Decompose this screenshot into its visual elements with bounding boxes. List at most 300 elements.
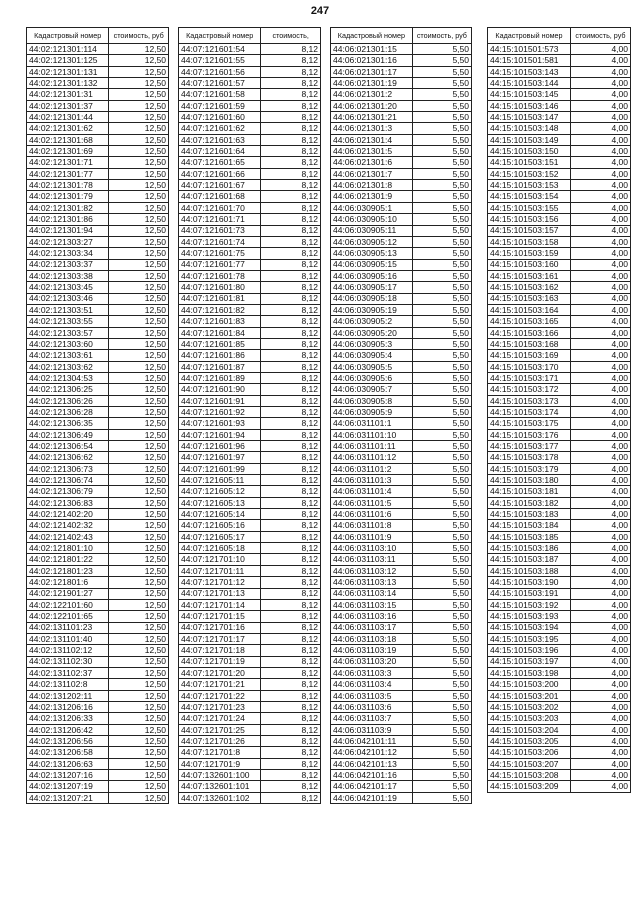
cadastral-number-cell: 44:07:121601:57	[179, 78, 261, 89]
cost-cell: 12,50	[109, 418, 169, 429]
cost-cell: 4,00	[570, 316, 630, 327]
cost-cell: 12,50	[109, 316, 169, 327]
cadastral-number-cell: 44:15:101503:157	[488, 225, 571, 236]
cost-cell: 4,00	[570, 361, 630, 372]
cost-cell: 5,50	[412, 633, 471, 644]
table-row	[179, 633, 321, 644]
cadastral-number-cell: 44:15:101503:172	[488, 384, 571, 395]
cost-cell: 5,50	[412, 463, 471, 474]
cost-cell: 12,50	[109, 622, 169, 633]
cadastral-number-cell: 44:06:042101:12	[331, 747, 413, 758]
cadastral-number-cell: 44:02:121306:49	[27, 429, 109, 440]
cost-cell: 12,50	[109, 89, 169, 100]
table-row	[179, 520, 321, 531]
table-row	[488, 191, 631, 202]
table-row	[488, 599, 631, 610]
cadastral-number-cell: 44:07:121701:11	[179, 565, 261, 576]
cost-cell: 5,50	[412, 202, 471, 213]
cadastral-number-cell: 44:02:121301:31	[27, 89, 109, 100]
cadastral-number-cell: 44:15:101503:164	[488, 304, 571, 315]
cost-cell: 12,50	[109, 792, 169, 803]
cost-cell: 8,12	[261, 338, 321, 349]
cadastral-number-cell: 44:06:031103:14	[331, 588, 413, 599]
cadastral-number-cell: 44:06:030905:4	[331, 350, 413, 361]
table-row	[488, 531, 631, 542]
table-row	[331, 588, 472, 599]
table-row	[331, 667, 472, 678]
cost-cell: 8,12	[261, 735, 321, 746]
cadastral-number-cell: 44:02:121301:77	[27, 168, 109, 179]
cadastral-number-cell: 44:02:121306:62	[27, 452, 109, 463]
cadastral-number-cell: 44:06:031101:2	[331, 463, 413, 474]
cadastral-number-cell: 44:06:031103:20	[331, 656, 413, 667]
cost-cell: 4,00	[570, 293, 630, 304]
cost-cell: 8,12	[261, 44, 321, 55]
table-row	[179, 747, 321, 758]
table-row	[179, 55, 321, 66]
cadastral-number-cell: 44:06:030905:15	[331, 259, 413, 270]
cost-cell: 5,50	[412, 599, 471, 610]
cost-cell: 5,50	[412, 361, 471, 372]
table-row	[488, 44, 631, 55]
cadastral-number-cell: 44:07:121601:99	[179, 463, 261, 474]
cadastral-number-cell: 44:02:121301:132	[27, 78, 109, 89]
table-row	[488, 713, 631, 724]
cost-cell: 4,00	[570, 713, 630, 724]
cadastral-number-cell: 44:02:131102:12	[27, 645, 109, 656]
cost-cell: 8,12	[261, 622, 321, 633]
table-row	[27, 44, 169, 55]
table-row	[488, 735, 631, 746]
table-row	[488, 327, 631, 338]
cost-cell: 12,50	[109, 770, 169, 781]
cost-cell: 5,50	[412, 588, 471, 599]
cost-cell: 4,00	[570, 577, 630, 588]
table-row	[331, 202, 472, 213]
cost-cell: 12,50	[109, 180, 169, 191]
column-header-cadastral: Кадастровый номер	[331, 28, 413, 44]
table-row	[27, 781, 169, 792]
cost-cell: 8,12	[261, 758, 321, 769]
cost-cell: 8,12	[261, 282, 321, 293]
cost-cell: 4,00	[570, 350, 630, 361]
cadastral-number-cell: 44:07:121601:73	[179, 225, 261, 236]
table-row	[488, 112, 631, 123]
cadastral-number-cell: 44:07:121701:10	[179, 554, 261, 565]
table-row	[27, 134, 169, 145]
table-row	[331, 191, 472, 202]
cost-cell: 4,00	[570, 531, 630, 542]
table-row	[179, 248, 321, 259]
cost-cell: 4,00	[570, 656, 630, 667]
cost-cell: 5,50	[412, 735, 471, 746]
table-row	[27, 361, 169, 372]
table-row	[27, 645, 169, 656]
cost-cell: 4,00	[570, 259, 630, 270]
table-row	[179, 758, 321, 769]
table-row	[179, 89, 321, 100]
cadastral-number-cell: 44:07:121701:18	[179, 645, 261, 656]
cadastral-number-cell: 44:06:021301:5	[331, 146, 413, 157]
table-row	[179, 679, 321, 690]
cost-cell: 12,50	[109, 407, 169, 418]
cost-cell: 8,12	[261, 645, 321, 656]
cadastral-number-cell: 44:07:121701:13	[179, 588, 261, 599]
table-row	[331, 316, 472, 327]
table-row	[488, 486, 631, 497]
cost-cell: 4,00	[570, 407, 630, 418]
table-row	[27, 611, 169, 622]
cadastral-number-cell: 44:02:121303:57	[27, 327, 109, 338]
cost-cell: 5,50	[412, 497, 471, 508]
cost-cell: 4,00	[570, 588, 630, 599]
column-header-cadastral: Кадастровый номер	[179, 28, 261, 44]
table-row	[179, 44, 321, 55]
cadastral-number-cell: 44:06:021301:8	[331, 180, 413, 191]
cost-cell: 8,12	[261, 123, 321, 134]
cadastral-number-cell: 44:06:021301:16	[331, 55, 413, 66]
cost-cell: 5,50	[412, 395, 471, 406]
cadastral-number-cell: 44:07:121601:70	[179, 202, 261, 213]
cadastral-number-cell: 44:07:132601:102	[179, 792, 261, 803]
cadastral-number-cell: 44:07:121701:17	[179, 633, 261, 644]
table-header-row	[179, 28, 321, 44]
table-row	[331, 792, 472, 803]
table-row	[179, 667, 321, 678]
cost-cell: 8,12	[261, 679, 321, 690]
table-row	[488, 123, 631, 134]
table-row	[488, 259, 631, 270]
table-row	[488, 372, 631, 383]
table-row	[331, 452, 472, 463]
cost-cell: 12,50	[109, 361, 169, 372]
cadastral-number-cell: 44:02:121303:34	[27, 248, 109, 259]
cost-cell: 12,50	[109, 701, 169, 712]
cost-cell: 4,00	[570, 452, 630, 463]
cost-cell: 8,12	[261, 429, 321, 440]
table-row	[179, 134, 321, 145]
cost-cell: 4,00	[570, 168, 630, 179]
table-row	[488, 781, 631, 792]
cost-cell: 8,12	[261, 327, 321, 338]
cadastral-number-cell: 44:15:101503:154	[488, 191, 571, 202]
cost-cell: 4,00	[570, 735, 630, 746]
table-row	[331, 304, 472, 315]
cost-cell: 8,12	[261, 633, 321, 644]
cadastral-number-cell: 44:15:101503:169	[488, 350, 571, 361]
table-row	[27, 225, 169, 236]
cadastral-number-cell: 44:15:101503:173	[488, 395, 571, 406]
table-row	[331, 497, 472, 508]
cadastral-number-cell: 44:02:122101:60	[27, 599, 109, 610]
cadastral-number-cell: 44:02:121303:55	[27, 316, 109, 327]
cadastral-number-cell: 44:02:121301:71	[27, 157, 109, 168]
cadastral-number-cell: 44:06:030905:8	[331, 395, 413, 406]
cadastral-number-cell: 44:06:031103:10	[331, 543, 413, 554]
table-row	[488, 350, 631, 361]
cost-cell: 5,50	[412, 180, 471, 191]
cost-cell: 4,00	[570, 645, 630, 656]
cadastral-number-cell: 44:15:101503:168	[488, 338, 571, 349]
table-row	[27, 452, 169, 463]
cost-cell: 12,50	[109, 656, 169, 667]
cost-cell: 8,12	[261, 236, 321, 247]
table-row	[179, 293, 321, 304]
cadastral-number-cell: 44:06:031101:11	[331, 441, 413, 452]
cadastral-number-cell: 44:07:121701:22	[179, 690, 261, 701]
cost-cell: 4,00	[570, 690, 630, 701]
cost-cell: 8,12	[261, 202, 321, 213]
cost-cell: 4,00	[570, 770, 630, 781]
table-row	[27, 304, 169, 315]
cadastral-number-cell: 44:06:031101:10	[331, 429, 413, 440]
cadastral-number-cell: 44:15:101503:144	[488, 78, 571, 89]
table-row	[488, 441, 631, 452]
cost-cell: 4,00	[570, 463, 630, 474]
cost-cell: 4,00	[570, 157, 630, 168]
table-row	[27, 66, 169, 77]
table-row	[27, 747, 169, 758]
table-row	[488, 565, 631, 576]
cadastral-number-cell: 44:06:030905:6	[331, 372, 413, 383]
table-row	[331, 180, 472, 191]
cost-cell: 5,50	[412, 713, 471, 724]
cadastral-number-cell: 44:06:021301:21	[331, 112, 413, 123]
cost-cell: 4,00	[570, 55, 630, 66]
cadastral-number-cell: 44:06:031103:15	[331, 599, 413, 610]
cadastral-number-cell: 44:07:121701:12	[179, 577, 261, 588]
table-row	[488, 55, 631, 66]
table-row	[331, 134, 472, 145]
cadastral-number-cell: 44:07:121701:15	[179, 611, 261, 622]
cost-cell: 12,50	[109, 735, 169, 746]
table-row	[179, 724, 321, 735]
cost-cell: 12,50	[109, 270, 169, 281]
cost-cell: 4,00	[570, 270, 630, 281]
cadastral-number-cell: 44:07:121601:58	[179, 89, 261, 100]
cadastral-number-cell: 44:15:101503:145	[488, 89, 571, 100]
cost-cell: 5,50	[412, 100, 471, 111]
cadastral-number-cell: 44:15:101503:153	[488, 180, 571, 191]
cost-cell: 5,50	[412, 690, 471, 701]
cadastral-number-cell: 44:07:121601:90	[179, 384, 261, 395]
cost-cell: 4,00	[570, 554, 630, 565]
cadastral-number-cell: 44:02:131101:23	[27, 622, 109, 633]
cost-cell: 5,50	[412, 191, 471, 202]
table-row	[179, 611, 321, 622]
table-row	[27, 735, 169, 746]
cadastral-number-cell: 44:02:121301:44	[27, 112, 109, 123]
cost-cell: 12,50	[109, 191, 169, 202]
table-row	[331, 225, 472, 236]
table-body	[488, 44, 631, 793]
cost-cell: 4,00	[570, 781, 630, 792]
cadastral-number-cell: 44:15:101503:148	[488, 123, 571, 134]
cadastral-number-cell: 44:06:021301:17	[331, 66, 413, 77]
table-row	[27, 441, 169, 452]
cost-cell: 12,50	[109, 225, 169, 236]
cost-cell: 5,50	[412, 758, 471, 769]
table-row	[27, 543, 169, 554]
table-row	[179, 282, 321, 293]
cadastral-number-cell: 44:06:021301:19	[331, 78, 413, 89]
cost-cell: 5,50	[412, 724, 471, 735]
cost-cell: 8,12	[261, 157, 321, 168]
cadastral-number-cell: 44:15:101503:180	[488, 475, 571, 486]
cadastral-number-cell: 44:15:101503:179	[488, 463, 571, 474]
table-row	[488, 509, 631, 520]
cadastral-number-cell: 44:07:121601:64	[179, 146, 261, 157]
table-row	[27, 180, 169, 191]
table-row	[27, 667, 169, 678]
cost-cell: 12,50	[109, 520, 169, 531]
cost-cell: 4,00	[570, 565, 630, 576]
table-row	[331, 123, 472, 134]
cadastral-number-cell: 44:07:121601:87	[179, 361, 261, 372]
cost-cell: 4,00	[570, 66, 630, 77]
cost-cell: 4,00	[570, 89, 630, 100]
cost-cell: 5,50	[412, 407, 471, 418]
cadastral-number-cell: 44:15:101503:152	[488, 168, 571, 179]
table-row	[331, 89, 472, 100]
cadastral-number-cell: 44:07:121601:67	[179, 180, 261, 191]
cost-cell: 8,12	[261, 497, 321, 508]
cadastral-number-cell: 44:07:121601:80	[179, 282, 261, 293]
table-row	[488, 770, 631, 781]
cadastral-number-cell: 44:06:031101:12	[331, 452, 413, 463]
table-row	[27, 463, 169, 474]
cost-cell: 12,50	[109, 486, 169, 497]
cadastral-number-cell: 44:02:121301:131	[27, 66, 109, 77]
cadastral-number-cell: 44:02:131102:37	[27, 667, 109, 678]
table-row	[331, 418, 472, 429]
cadastral-number-cell: 44:07:121601:55	[179, 55, 261, 66]
cadastral-number-cell: 44:06:031103:18	[331, 633, 413, 644]
cadastral-number-cell: 44:15:101503:160	[488, 259, 571, 270]
cadastral-number-cell: 44:06:031103:3	[331, 667, 413, 678]
cost-cell: 4,00	[570, 622, 630, 633]
table-row	[27, 384, 169, 395]
cadastral-number-cell: 44:07:121605:16	[179, 520, 261, 531]
table-row	[488, 554, 631, 565]
cost-cell: 5,50	[412, 338, 471, 349]
cadastral-number-cell: 44:07:121701:16	[179, 622, 261, 633]
cadastral-number-cell: 44:07:121601:96	[179, 441, 261, 452]
cadastral-number-cell: 44:06:031103:5	[331, 690, 413, 701]
cadastral-number-cell: 44:15:101503:187	[488, 554, 571, 565]
table-row	[331, 656, 472, 667]
cadastral-number-cell: 44:07:121701:26	[179, 735, 261, 746]
cadastral-number-cell: 44:15:101501:573	[488, 44, 571, 55]
cost-cell: 5,50	[412, 543, 471, 554]
cost-cell: 4,00	[570, 441, 630, 452]
cadastral-number-cell: 44:15:101503:186	[488, 543, 571, 554]
cadastral-number-cell: 44:02:121306:25	[27, 384, 109, 395]
cost-cell: 4,00	[570, 520, 630, 531]
cadastral-number-cell: 44:06:030905:9	[331, 407, 413, 418]
table-row	[331, 486, 472, 497]
table-row	[27, 599, 169, 610]
table-row	[488, 475, 631, 486]
cost-cell: 4,00	[570, 667, 630, 678]
cadastral-number-cell: 44:02:121306:79	[27, 486, 109, 497]
cadastral-number-cell: 44:02:131102:30	[27, 656, 109, 667]
cadastral-number-cell: 44:07:121601:83	[179, 316, 261, 327]
cost-cell: 5,50	[412, 418, 471, 429]
cadastral-number-cell: 44:02:121303:51	[27, 304, 109, 315]
cadastral-number-cell: 44:06:031103:13	[331, 577, 413, 588]
table-body	[179, 44, 321, 804]
cost-cell: 4,00	[570, 497, 630, 508]
cadastral-number-cell: 44:15:101503:195	[488, 633, 571, 644]
cadastral-number-cell: 44:02:131206:42	[27, 724, 109, 735]
table-row	[488, 146, 631, 157]
table-row	[488, 429, 631, 440]
cost-cell: 12,50	[109, 463, 169, 474]
cost-cell: 12,50	[109, 554, 169, 565]
cadastral-number-cell: 44:06:021301:9	[331, 191, 413, 202]
cadastral-number-cell: 44:15:101503:203	[488, 713, 571, 724]
cadastral-number-cell: 44:02:121402:20	[27, 509, 109, 520]
table-row	[331, 44, 472, 55]
cadastral-number-cell: 44:07:121601:89	[179, 372, 261, 383]
cost-cell: 8,12	[261, 248, 321, 259]
cadastral-number-cell: 44:02:121303:27	[27, 236, 109, 247]
cost-cell: 12,50	[109, 338, 169, 349]
cost-cell: 12,50	[109, 282, 169, 293]
cost-cell: 8,12	[261, 384, 321, 395]
table-row	[331, 747, 472, 758]
cadastral-number-cell: 44:02:121303:62	[27, 361, 109, 372]
table-row	[488, 338, 631, 349]
table-row	[27, 577, 169, 588]
table-row	[179, 497, 321, 508]
table-row	[331, 259, 472, 270]
cost-cell: 12,50	[109, 781, 169, 792]
cadastral-table-2	[178, 27, 321, 804]
cadastral-number-cell: 44:06:030905:16	[331, 270, 413, 281]
cadastral-number-cell: 44:02:121801:22	[27, 554, 109, 565]
table-row	[488, 724, 631, 735]
table-row	[331, 441, 472, 452]
table-row	[27, 588, 169, 599]
table-row	[179, 407, 321, 418]
cost-cell: 4,00	[570, 225, 630, 236]
cadastral-number-cell: 44:06:030905:20	[331, 327, 413, 338]
cadastral-number-cell: 44:15:101503:201	[488, 690, 571, 701]
cost-cell: 8,12	[261, 792, 321, 803]
table-row	[27, 168, 169, 179]
table-row	[331, 157, 472, 168]
table-row	[331, 270, 472, 281]
cadastral-number-cell: 44:06:042101:17	[331, 781, 413, 792]
cost-cell: 5,50	[412, 792, 471, 803]
cost-cell: 8,12	[261, 656, 321, 667]
table-row	[331, 248, 472, 259]
cadastral-number-cell: 44:06:031103:12	[331, 565, 413, 576]
cost-cell: 8,12	[261, 407, 321, 418]
cost-cell: 4,00	[570, 180, 630, 191]
cost-cell: 8,12	[261, 55, 321, 66]
cost-cell: 8,12	[261, 543, 321, 554]
cadastral-number-cell: 44:06:030905:10	[331, 214, 413, 225]
table-row	[331, 338, 472, 349]
table-row	[27, 338, 169, 349]
cost-cell: 5,50	[412, 259, 471, 270]
cost-cell: 8,12	[261, 66, 321, 77]
table-row	[488, 202, 631, 213]
table-row	[488, 395, 631, 406]
